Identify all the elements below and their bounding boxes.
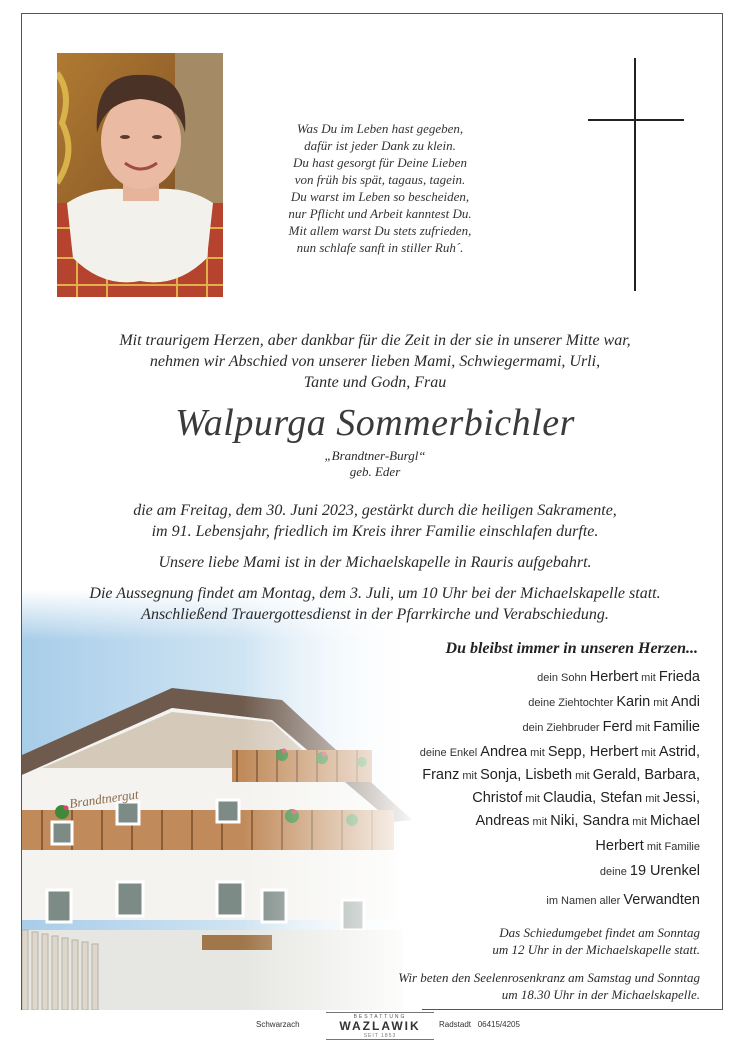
service-notice xyxy=(40,583,710,625)
portrait-photo xyxy=(57,53,223,297)
mourner-name: 19 Urenkel xyxy=(629,863,700,879)
deceased-nickname: „Brandtner-Burgl“ xyxy=(324,448,426,463)
mourner-partner: Familie xyxy=(653,719,700,735)
mourner-name: Sepp, Herbert xyxy=(547,744,639,760)
mourner-relation: deine Ziehtochter xyxy=(528,697,617,709)
footer xyxy=(0,1012,750,1038)
death-notice-line: im 91. Lebensjahr, friedlich im Kreis ihrer Familie einschlafen durfte. xyxy=(151,523,599,540)
mourner-connector: mit xyxy=(650,697,671,709)
deceased-name: Walpurga Sommerbichler xyxy=(175,402,575,444)
mourner-name: Verwandten xyxy=(623,892,700,908)
deceased-birth-name: geb. Eder xyxy=(349,464,401,479)
death-notice xyxy=(40,500,710,542)
grandchildren-line xyxy=(300,766,700,785)
mourner-relation: dein Ziehbruder xyxy=(522,722,603,734)
mourner-relation: im Namen aller xyxy=(546,895,624,907)
mourner-name: Michael xyxy=(650,813,700,829)
mourner-name: Herbert xyxy=(589,669,639,685)
laid-out-notice xyxy=(40,552,710,573)
mourner-name: Andreas xyxy=(475,813,530,829)
grandchildren-line xyxy=(300,812,700,831)
mourner-name: Karin xyxy=(616,694,651,710)
mourner-connector: mit xyxy=(529,816,551,828)
funeral-home-logo xyxy=(326,1012,434,1040)
poem-line: Mit allem warst Du stets zufrieden, xyxy=(288,223,472,238)
intro-line: Mit traurigem Herzen, aber dankbar für die Zeit in der sie in unserer Mitte war, xyxy=(119,332,631,349)
poem-line: Du hast gesorgt für Deine Lieben xyxy=(293,155,467,170)
mourner-line xyxy=(300,693,700,712)
poem-line: von früh bis spät, tagaus, tagein. xyxy=(294,172,466,187)
farewell-heading: Du bleibst immer in unseren Herzen... xyxy=(445,640,698,657)
mourner-name: Astrid, xyxy=(658,744,700,760)
mourner-name: Gerald, Barbara, xyxy=(592,767,700,783)
poem-line: Was Du im Leben hast gegeben, xyxy=(296,121,464,136)
mourner-name: Herbert xyxy=(595,838,644,854)
mourner-line xyxy=(300,891,700,910)
mourner-line xyxy=(300,668,700,687)
mourner-name: Christof xyxy=(472,790,523,806)
intro-line: nehmen wir Abschied von unserer lieben Mami, Schwiegermami, Urli, xyxy=(149,353,601,370)
mourner-name: Franz xyxy=(422,767,460,783)
mourner-name: Claudia, Stefan xyxy=(542,790,643,806)
logo-top: BESTATTUNG xyxy=(326,1012,434,1020)
mourner-name: Niki, Sandra xyxy=(550,813,630,829)
mourner-connector: mit xyxy=(642,793,663,805)
footer-location: Schwarzach xyxy=(256,1020,300,1029)
prayer-notice-line: um 12 Uhr in der Michaelskapelle statt. xyxy=(492,942,700,957)
footer-contact: Radstadt 06415/4205 xyxy=(439,1020,520,1029)
mourner-name: Andrea xyxy=(480,744,528,760)
mourner-line xyxy=(300,837,700,856)
poem-line: Du warst im Leben so bescheiden, xyxy=(290,189,470,204)
death-notice-line: die am Freitag, dem 30. Juni 2023, gestärkt durch die heiligen Sakramente, xyxy=(133,502,617,519)
memorial-poem xyxy=(250,120,510,256)
mourner-partner: Frieda xyxy=(658,669,700,685)
service-line: Die Aussegnung findet am Montag, dem 3. Juli, um 10 Uhr bei der Michaelskapelle statt. xyxy=(89,585,661,602)
mourner-line xyxy=(300,862,700,881)
mourner-line xyxy=(300,718,700,737)
mourners-list xyxy=(300,668,700,910)
intro-line: Tante und Godn, Frau xyxy=(303,374,447,391)
mourner-connector: mit xyxy=(527,747,548,759)
grandchildren-line xyxy=(300,789,700,808)
logo-bottom: SEIT 1853 xyxy=(326,1033,434,1040)
poem-line: nun schlafe sanft in stiller Ruh´. xyxy=(296,240,464,255)
grandchildren-line xyxy=(300,743,700,762)
mourner-name: Sonja, Lisbeth xyxy=(480,767,573,783)
mourner-connector: mit xyxy=(572,770,593,782)
mourner-connector: mit xyxy=(638,747,659,759)
logo-name: WAZLAWIK xyxy=(339,1019,421,1033)
mourner-relation: deine xyxy=(599,866,630,878)
mourner-connector: mit xyxy=(459,770,481,782)
mourner-name: Ferd xyxy=(602,719,633,735)
mourner-connector: mit xyxy=(522,793,543,805)
laid-out-line: Unsere liebe Mami ist in der Michaelskapelle in Rauris aufgebahrt. xyxy=(158,554,592,571)
rosary-notice xyxy=(300,969,700,1003)
mourner-connector: mit xyxy=(632,722,654,734)
mourner-relation: deine Enkel xyxy=(419,747,481,759)
intro-text xyxy=(60,330,690,393)
prayer-notice xyxy=(300,924,700,958)
mourner-connector: mit Familie xyxy=(643,841,700,853)
poem-line: dafür ist jeder Dank zu klein. xyxy=(304,138,456,153)
rosary-notice-line: Wir beten den Seelenrosenkranz am Samstag und Sonntag xyxy=(398,970,700,985)
cross-icon-bar xyxy=(588,119,684,121)
mourner-partner: Andi xyxy=(670,694,700,710)
cross-icon xyxy=(634,58,636,291)
mourner-name: Jessi, xyxy=(662,790,700,806)
mourner-connector: mit xyxy=(638,672,659,684)
mourner-connector: mit xyxy=(629,816,651,828)
service-line: Anschließend Trauergottesdienst in der Pfarrkirche und Verabschiedung. xyxy=(141,606,609,623)
poem-line: nur Pflicht und Arbeit kanntest Du. xyxy=(288,206,472,221)
mourner-relation: dein Sohn xyxy=(537,672,590,684)
rosary-notice-line: um 18.30 Uhr in der Michaelskapelle. xyxy=(501,987,700,1002)
prayer-notice-line: Das Schiedumgebet findet am Sonntag xyxy=(499,925,700,940)
